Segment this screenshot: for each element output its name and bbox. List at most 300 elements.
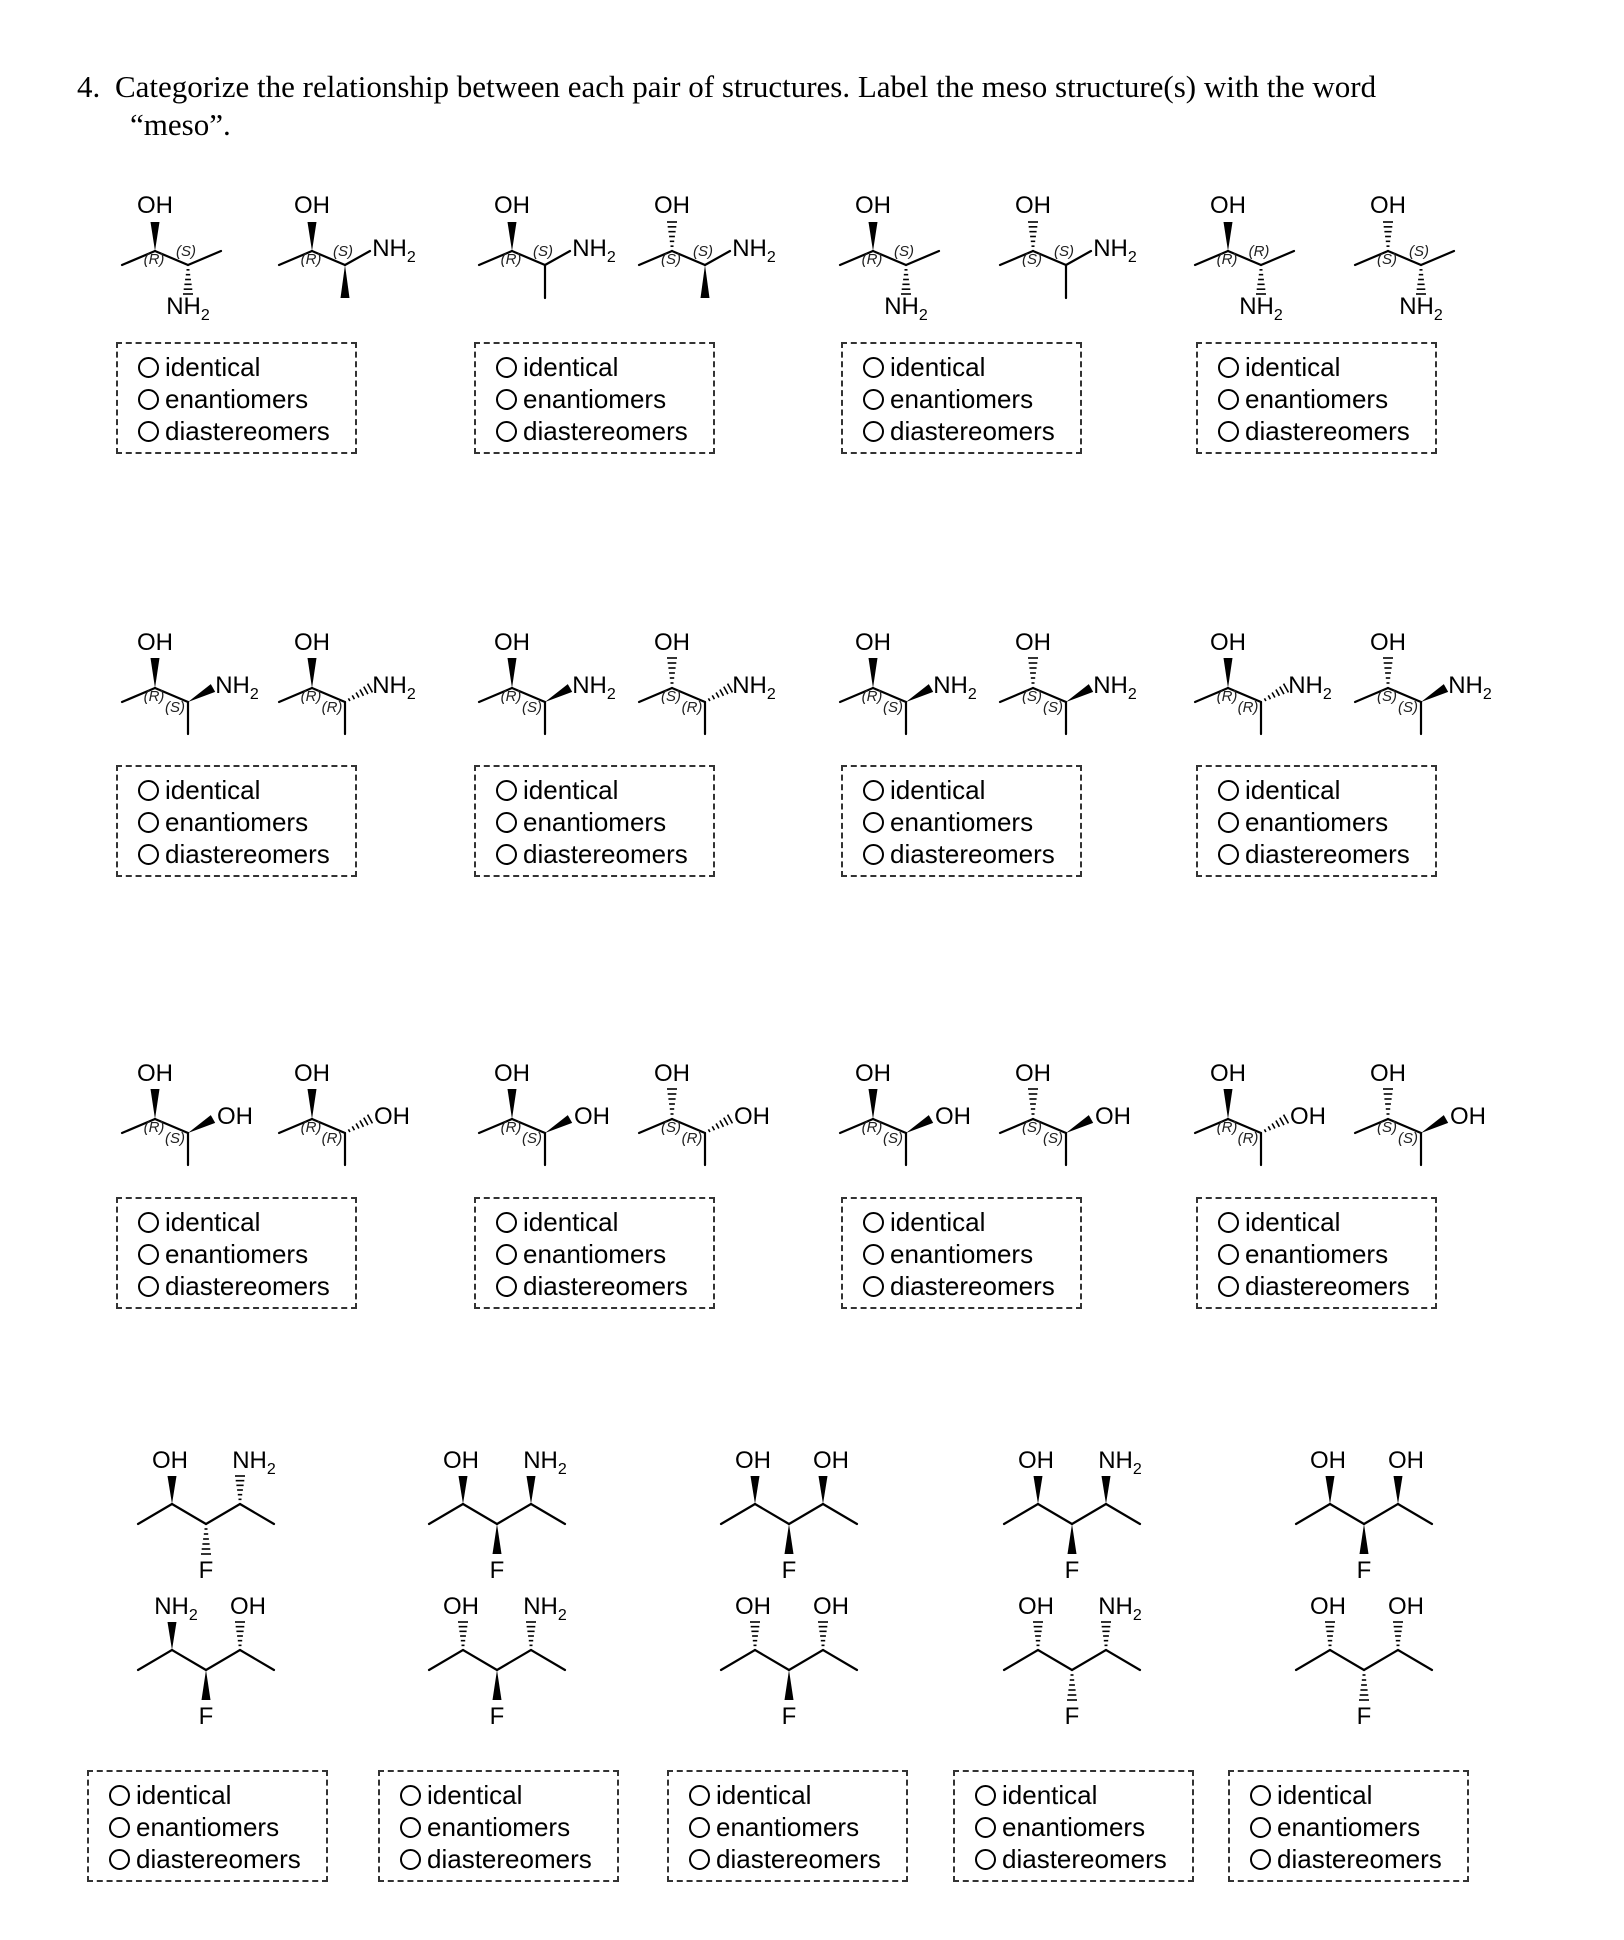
wedge-bond [869,658,878,688]
subscript: 2 [1273,307,1283,324]
stereo-descriptor: (S) [894,243,914,260]
stereo-descriptor: (R) [1237,699,1259,716]
bond [463,1650,497,1670]
stereo-descriptor: (R) [861,1119,883,1136]
wedge-bond [459,1476,468,1504]
amine-label: $NH_2$ [572,235,616,266]
wedge-bond [1360,1524,1369,1554]
hydroxyl-label: OH [294,629,330,656]
answer-box-r4-4 [953,1770,1194,1882]
radio-button[interactable] [1218,844,1239,865]
subscript: 2 [557,1461,567,1478]
option-label: enantiomers [890,806,1034,837]
hash-stripe [1280,687,1284,695]
radio-button[interactable] [138,1244,159,1265]
stereo-descriptor: (R) [143,251,165,268]
stereo-descriptor: (S) [522,699,542,716]
subscript: 2 [1433,307,1443,324]
option-label: enantiomers [523,1238,667,1269]
stereo-descriptor: (S) [1022,688,1042,705]
bond [172,1650,206,1670]
amine-label: $NH_2$ [1098,1447,1142,1478]
wedge-bond [168,1476,177,1504]
stereo-descriptor: (R) [321,699,343,716]
radio-button[interactable] [689,1785,710,1806]
radio-button[interactable] [1218,357,1239,378]
hydroxyl-label: OH [855,192,891,219]
question-prompt: Categorize the relationship between each pair of structures. Label the meso structure(s) with the word [115,69,1377,104]
option-identical[interactable] [496,351,713,383]
fluorine-label: F [489,1557,505,1584]
wedge-bond [1224,222,1233,251]
pair-1-1 [122,192,221,324]
fluorine-label: F [781,1703,797,1730]
option-diastereomers[interactable] [496,1270,713,1302]
option-identical[interactable] [496,1206,713,1238]
option-label: identical [165,774,261,805]
hydroxyl-label: OH [217,1103,253,1130]
answer-box-r1-3 [841,342,1082,454]
stereo-descriptor: (S) [1022,1119,1042,1136]
option-enantiomers[interactable] [138,1238,355,1270]
option-identical[interactable] [975,1779,1192,1811]
bond [206,1504,240,1524]
hash-stripe [716,692,719,697]
amine-label: $NH_2$ [215,672,259,703]
stereo-descriptor: (S) [176,243,196,260]
bond [172,1504,206,1524]
hash-stripe [1268,1126,1270,1130]
option-label: diastereomers [1277,1843,1442,1874]
radio-button[interactable] [1218,1276,1239,1297]
stereo-descriptor: (S) [522,1130,542,1147]
stereo-descriptor: (S) [1377,688,1397,705]
option-identical[interactable] [1218,774,1435,806]
option-label: enantiomers [1245,383,1389,414]
pair-2-3-b [1000,629,1137,734]
hash-stripe [360,690,364,696]
radio-button[interactable] [863,812,884,833]
pair-3-3-b [1000,1060,1131,1165]
stereo-descriptor: (S) [883,699,903,716]
option-label: enantiomers [427,1811,571,1842]
answer-box-r4-1 [87,1770,328,1882]
stereo-descriptor: (S) [1377,251,1397,268]
option-enantiomers[interactable] [138,383,355,415]
hydroxyl-label: OH [374,1103,410,1130]
subscript: 2 [557,1607,567,1624]
pair-4-4-a [1004,1447,1142,1584]
option-label: enantiomers [890,383,1034,414]
amine-label: $NH_2$ [572,672,616,703]
radio-button[interactable] [496,1244,517,1265]
option-diastereomers[interactable] [1218,1270,1435,1302]
option-label: diastereomers [523,1270,688,1301]
option-diastereomers[interactable] [138,838,355,870]
radio-button[interactable] [109,1785,130,1806]
bond [1364,1650,1398,1670]
subscript: 2 [766,686,776,703]
option-identical[interactable] [496,774,713,806]
option-enantiomers[interactable] [1250,1811,1467,1843]
hydroxyl-label: OH [230,1593,266,1620]
option-identical[interactable] [863,351,1080,383]
radio-button[interactable] [863,844,884,865]
stereo-descriptor: (S) [1043,1130,1063,1147]
bond [1296,1504,1330,1524]
radio-button[interactable] [863,1212,884,1233]
option-enantiomers[interactable] [689,1811,906,1843]
option-diastereomers[interactable] [1218,838,1435,870]
hydroxyl-label: OH [1210,1060,1246,1087]
hydroxyl-label: OH [1018,1593,1054,1620]
hydroxyl-label: OH [1210,192,1246,219]
radio-button[interactable] [1218,421,1239,442]
stereo-descriptor: (R) [143,688,165,705]
wedge-bond [869,1089,878,1119]
option-diastereomers[interactable] [109,1843,326,1875]
answer-box-r1-2 [474,342,715,454]
wedge-bond [1326,1476,1335,1504]
radio-button[interactable] [496,357,517,378]
hash-stripe [1264,698,1265,701]
option-label: identical [890,1206,986,1237]
pair-2-1-b [279,629,416,734]
option-enantiomers[interactable] [863,806,1080,838]
bond [463,1504,497,1524]
hydroxyl-label: OH [494,629,530,656]
amine-label: $NH_2$ [154,1593,198,1624]
option-enantiomers[interactable] [496,806,713,838]
hash-stripe [1276,690,1280,696]
hydroxyl-label: OH [1210,629,1246,656]
option-diastereomers[interactable] [863,1270,1080,1302]
option-diastereomers[interactable] [496,415,713,447]
option-diastereomers[interactable] [1218,415,1435,447]
amine-label: $NH_2$ [884,293,928,324]
option-enantiomers[interactable] [400,1811,617,1843]
option-identical[interactable] [138,774,355,806]
question-number: 4. [77,69,101,104]
option-diastereomers[interactable] [138,415,355,447]
option-diastereomers[interactable] [496,838,713,870]
radio-button[interactable] [138,1212,159,1233]
option-diastereomers[interactable] [863,838,1080,870]
pair-4-2-a [429,1447,567,1584]
radio-button[interactable] [863,780,884,801]
pair-2-2-a [479,629,616,734]
hydroxyl-label: OH [654,1060,690,1087]
radio-button[interactable] [689,1849,710,1870]
option-identical[interactable] [1218,351,1435,383]
option-label: diastereomers [716,1843,881,1874]
radio-button[interactable] [496,421,517,442]
option-label: identical [1245,1206,1341,1237]
pair-1-2-b [639,192,776,298]
option-enantiomers[interactable] [138,806,355,838]
hash-stripe [1268,695,1270,699]
stereo-descriptor: (S) [333,243,353,260]
option-enantiomers[interactable] [496,1238,713,1270]
option-label: diastereomers [427,1843,592,1874]
radio-button[interactable] [496,844,517,865]
option-label: enantiomers [1002,1811,1146,1842]
radio-button[interactable] [1218,780,1239,801]
hydroxyl-label: OH [137,629,173,656]
bond [1106,1504,1140,1524]
option-identical[interactable] [1250,1779,1467,1811]
subscript: 2 [967,686,977,703]
stereo-descriptor: (R) [861,251,883,268]
option-identical[interactable] [109,1779,326,1811]
radio-button[interactable] [1250,1849,1271,1870]
subscript: 2 [406,686,416,703]
stereo-descriptor: (S) [165,699,185,716]
bond [1364,1504,1398,1524]
option-label: diastereomers [165,838,330,869]
subscript: 2 [606,249,616,266]
bond [1072,1650,1106,1670]
radio-button[interactable] [138,844,159,865]
radio-button[interactable] [400,1817,421,1838]
radio-button[interactable] [138,421,159,442]
radio-button[interactable] [1250,1817,1271,1838]
hydroxyl-label: OH [855,629,891,656]
wedge-bond [1066,1115,1093,1133]
option-diastereomers[interactable] [689,1843,906,1875]
wedge-bond [493,1670,502,1700]
radio-button[interactable] [689,1817,710,1838]
wedge-bond [1421,684,1448,702]
radio-button[interactable] [109,1849,130,1870]
hash-stripe [1280,1118,1284,1126]
pair-3-3-a [840,1060,971,1165]
bond [497,1504,531,1524]
radio-button[interactable] [496,780,517,801]
hydroxyl-label: OH [1095,1103,1131,1130]
wedge-bond [493,1524,502,1554]
hydroxyl-label: OH [1388,1593,1424,1620]
fluorine-label: F [1356,1703,1372,1730]
amine-label: $NH_2$ [732,672,776,703]
answer-box-r4-5 [1228,1770,1469,1882]
option-enantiomers[interactable] [863,383,1080,415]
radio-button[interactable] [975,1817,996,1838]
option-label: diastereomers [1245,415,1410,446]
pair-1-2 [479,192,616,298]
answer-box-r2-4 [1196,765,1437,877]
radio-button[interactable] [138,780,159,801]
wedge-bond [1066,684,1093,702]
bond [1106,1650,1140,1670]
bond [138,1504,172,1524]
hash-stripe [712,1126,714,1130]
stereo-descriptor: (R) [300,251,322,268]
bond [789,1504,823,1524]
subscript: 2 [918,307,928,324]
stereo-descriptor: (R) [321,1130,343,1147]
hydroxyl-label: OH [494,192,530,219]
radio-button[interactable] [975,1785,996,1806]
wedge-bond [1034,1476,1043,1504]
answer-box-r3-2 [474,1197,715,1309]
hash-stripe [364,687,368,695]
option-label: diastereomers [165,415,330,446]
bond [531,1504,565,1524]
option-enantiomers[interactable] [1218,806,1435,838]
option-identical[interactable] [138,1206,355,1238]
hash-stripe [716,1123,719,1128]
bond [1072,1504,1106,1524]
radio-button[interactable] [863,1244,884,1265]
stereo-descriptor: (S) [661,1119,681,1136]
option-label: enantiomers [890,1238,1034,1269]
hydroxyl-label: OH [935,1103,971,1130]
stereo-descriptor: (S) [533,243,553,260]
radio-button[interactable] [496,389,517,410]
wedge-bond [151,658,160,688]
option-label: identical [165,351,261,382]
radio-button[interactable] [138,389,159,410]
option-enantiomers[interactable] [496,383,713,415]
option-label: enantiomers [136,1811,280,1842]
fluorine-label: F [1064,1703,1080,1730]
hydroxyl-label: OH [1370,192,1406,219]
radio-button[interactable] [863,357,884,378]
wedge-bond [1102,1476,1111,1504]
wedge-bond [188,1115,215,1133]
radio-button[interactable] [1218,1244,1239,1265]
radio-button[interactable] [1250,1785,1271,1806]
stereo-descriptor: (R) [500,1119,522,1136]
radio-button[interactable] [1218,812,1239,833]
stereo-descriptor: (R) [1216,1119,1238,1136]
hydroxyl-label: OH [735,1447,771,1474]
stereo-descriptor: (R) [1216,251,1238,268]
pair-3-1-a [122,1060,253,1165]
radio-button[interactable] [496,1212,517,1233]
option-label: diastereomers [1245,838,1410,869]
hydroxyl-label: OH [137,192,173,219]
hydroxyl-label: OH [1310,1593,1346,1620]
radio-button[interactable] [863,421,884,442]
wedge-bond [906,684,933,702]
stereo-descriptor: (R) [300,1119,322,1136]
option-label: enantiomers [523,383,667,414]
option-label: enantiomers [165,1238,309,1269]
option-identical[interactable] [863,1206,1080,1238]
radio-button[interactable] [400,1849,421,1870]
option-identical[interactable] [689,1779,906,1811]
option-label: identical [890,351,986,382]
subscript: 2 [200,307,210,324]
hydroxyl-label: OH [1018,1447,1054,1474]
radio-button[interactable] [138,812,159,833]
wedge-bond [819,1476,828,1504]
option-identical[interactable] [400,1779,617,1811]
option-enantiomers[interactable] [1218,383,1435,415]
subscript: 2 [406,249,416,266]
option-identical[interactable] [1218,1206,1435,1238]
stereo-descriptor: (S) [165,1130,185,1147]
option-label: diastereomers [523,415,688,446]
pair-4-3-b [721,1593,857,1730]
pair-4-5-a [1296,1447,1432,1584]
option-enantiomers[interactable] [975,1811,1192,1843]
hydroxyl-label: OH [813,1593,849,1620]
option-identical[interactable] [863,774,1080,806]
pair-3-1-b [279,1060,410,1165]
bond [1398,1650,1432,1670]
radio-button[interactable] [863,1276,884,1297]
option-label: identical [523,351,619,382]
hash-stripe [368,1115,373,1124]
bond [497,1650,531,1670]
option-diastereomers[interactable] [138,1270,355,1302]
radio-button[interactable] [863,389,884,410]
bond [721,1504,755,1524]
stereo-descriptor: (S) [693,243,713,260]
wedge-bond [906,1115,933,1133]
radio-button[interactable] [1218,1212,1239,1233]
hydroxyl-label: OH [294,1060,330,1087]
bond [1004,1650,1038,1670]
option-enantiomers[interactable] [109,1811,326,1843]
amine-label: $NH_2$ [232,1447,276,1478]
hydroxyl-label: OH [494,1060,530,1087]
option-label: identical [523,1206,619,1237]
bond [823,1504,857,1524]
pair-2-1-a [122,629,259,734]
radio-button[interactable] [138,357,159,378]
wedge-bond [508,658,517,688]
hash-stripe [364,1118,368,1126]
option-diastereomers[interactable] [400,1843,617,1875]
radio-button[interactable] [496,1276,517,1297]
radio-button[interactable] [1218,389,1239,410]
option-label: diastereomers [890,1270,1055,1301]
option-diastereomers[interactable] [1250,1843,1467,1875]
wedge-bond [308,1089,317,1119]
pair-1-3-b [1000,192,1137,298]
hydroxyl-label: OH [443,1593,479,1620]
radio-button[interactable] [496,812,517,833]
option-label: identical [1245,774,1341,805]
hydroxyl-label: OH [654,192,690,219]
radio-button[interactable] [400,1785,421,1806]
bond [1296,1650,1330,1670]
radio-button[interactable] [138,1276,159,1297]
amine-label: $NH_2$ [933,672,977,703]
answer-box-r4-2 [378,1770,619,1882]
fluorine-label: F [781,1557,797,1584]
radio-button[interactable] [975,1849,996,1870]
stereo-descriptor: (R) [500,251,522,268]
option-diastereomers[interactable] [975,1843,1192,1875]
option-enantiomers[interactable] [863,1238,1080,1270]
option-label: identical [1245,351,1341,382]
option-identical[interactable] [138,351,355,383]
radio-button[interactable] [109,1817,130,1838]
hash-stripe [1272,1123,1275,1128]
hydroxyl-label: OH [137,1060,173,1087]
stereo-descriptor: (S) [661,251,681,268]
amine-label: $NH_2$ [523,1593,567,1624]
option-diastereomers[interactable] [863,415,1080,447]
bond [429,1650,463,1670]
option-label: identical [165,1206,261,1237]
option-enantiomers[interactable] [1218,1238,1435,1270]
